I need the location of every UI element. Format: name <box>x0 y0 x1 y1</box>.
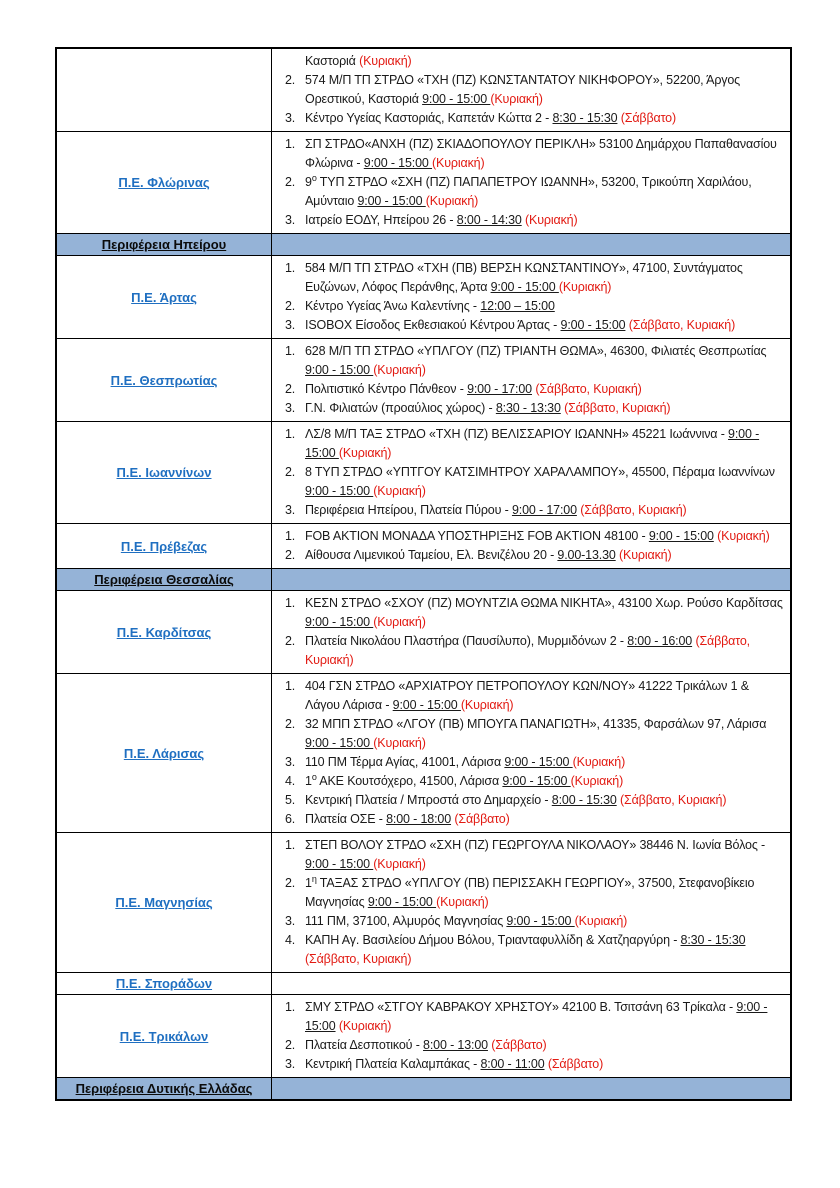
region-row <box>57 590 790 673</box>
list-item <box>272 463 785 501</box>
region-link[interactable]: Π.Ε. Άρτας <box>131 289 197 305</box>
item-number: 2. <box>285 717 296 731</box>
item-number: 1. <box>285 344 296 358</box>
region-row <box>57 255 790 338</box>
time-range: 9:00 - 17:00 <box>511 503 577 517</box>
locations-cell <box>272 422 790 523</box>
time-range: 9:00 - 15:00 <box>305 427 760 460</box>
day-label: (Σάββατο, Κυριακή) <box>628 318 736 332</box>
item-text: 574 Μ/Π ΤΠ ΣΤΡΔΟ «ΤΧΗ (ΠΖ) ΚΩΝΣΤΑΝΤΑΤΟΥ ΝΙΚΗΦΟΡΟΥ», 52200, Άργος Ορεστικού, Καστοριά <box>305 73 741 106</box>
list-item <box>272 836 785 874</box>
item-content <box>305 399 785 418</box>
list-item <box>272 772 785 791</box>
item-number: 1. <box>285 838 296 852</box>
item-text: ΛΣ/8 Μ/Π ΤΑΞ ΣΤΡΔΟ «ΤΧΗ (ΠΖ) ΒΕΛΙΣΣΑΡΙΟΥ ΙΩΑΝΝΗ» 45221 Ιωάννινα - <box>305 427 729 441</box>
region-row <box>57 49 790 131</box>
time-range: 9:00 - 15:00 <box>490 280 559 294</box>
day-label: (Κυριακή) <box>373 484 426 498</box>
section-title: Περιφέρεια Θεσσαλίας <box>94 572 234 587</box>
day-label: (Κυριακή) <box>373 363 426 377</box>
locations-cell <box>272 524 790 568</box>
item-number: 2. <box>285 634 296 648</box>
time-range: 8:30 - 13:30 <box>495 401 561 415</box>
day-label: (Κυριακή) <box>558 280 612 294</box>
time-range: 9:00 - 15:00 <box>305 484 374 498</box>
region-link[interactable]: Π.Ε. Λάρισας <box>123 745 205 761</box>
list-item <box>272 998 785 1036</box>
section-cell <box>57 1078 272 1099</box>
day-label: (Κυριακή) <box>717 529 770 543</box>
region-cell <box>57 591 272 673</box>
time-range: 8:00 - 18:00 <box>386 812 452 826</box>
item-content <box>305 109 785 128</box>
day-label: (Σάββατο, Κυριακή) <box>580 503 687 517</box>
region-row <box>57 994 790 1077</box>
time-range: 9:00 - 15:00 <box>504 755 573 769</box>
locations-cell <box>272 49 790 131</box>
item-content <box>305 632 785 670</box>
item-content <box>305 931 785 969</box>
day-label: (Κυριακή) <box>373 857 426 871</box>
list-item <box>272 380 785 399</box>
list-item <box>272 297 785 316</box>
item-number: 1. <box>285 137 296 151</box>
time-range: 8:30 - 15:30 <box>680 933 746 947</box>
region-cell <box>57 524 272 568</box>
list-item <box>272 912 785 931</box>
region-cell <box>57 422 272 523</box>
day-label: (Κυριακή) <box>432 156 485 170</box>
item-text: ΣΜΥ ΣΤΡΔΟ «ΣΤΓΟΥ ΚΑΒΡΑΚΟΥ ΧΡΗΣΤΟΥ» 42100 Β. Τσιτσάνη 63 Τρίκαλα - <box>305 1000 737 1014</box>
list-item <box>272 52 785 71</box>
item-content <box>305 211 785 230</box>
item-text: Πολιτιστικό Κέντρο Πάνθεον - <box>305 382 468 396</box>
locations-cell <box>272 833 790 972</box>
list-item <box>272 753 785 772</box>
item-content <box>305 836 785 874</box>
item-content <box>305 998 785 1036</box>
day-label: (Κυριακή) <box>436 895 489 909</box>
item-content <box>305 810 785 829</box>
locations-cell <box>272 995 790 1077</box>
item-text: Πλατεία ΟΣΕ - <box>305 812 387 826</box>
list-item <box>272 425 785 463</box>
regions-table <box>55 47 792 1101</box>
list-item <box>272 71 785 109</box>
item-number: 1. <box>285 679 296 693</box>
list-item <box>272 259 785 297</box>
item-text: ΤΥΠ ΣΤΡΔΟ «ΣΧΗ (ΠΖ) ΠΑΠΑΠΕΤΡΟΥ ΙΩΑΝΝΗ», 53200, Τρικούπη Χαριλάου, Αμύνταιο <box>305 175 752 208</box>
list-item <box>272 715 785 753</box>
section-title: Περιφέρεια Ηπείρου <box>101 237 227 252</box>
region-row <box>57 673 790 832</box>
day-label: (Σάββατο, Κυριακή) <box>535 382 642 396</box>
item-text: Περιφέρεια Ηπείρου, Πλατεία Πύρου - <box>305 503 512 517</box>
list-item <box>272 109 785 128</box>
day-label: (Σάββατο, Κυριακή) <box>305 952 412 966</box>
item-content <box>305 52 785 71</box>
item-content <box>305 772 785 791</box>
day-label: (Σάββατο, Κυριακή) <box>620 793 727 807</box>
list-item <box>272 874 785 912</box>
day-label: (Κυριακή) <box>619 548 672 562</box>
item-number: 2. <box>285 548 296 562</box>
region-cell <box>57 339 272 421</box>
list-item <box>272 546 785 565</box>
item-text: ΚΕΣΝ ΣΤΡΔΟ «ΣΧΟΥ (ΠΖ) ΜΟΥΝΤΖΙΑ ΘΩΜΑ ΝΙΚΗΤΑ», 43100 Χωρ. Ρούσο Καρδίτσας <box>305 596 783 610</box>
item-number: 3. <box>285 213 296 227</box>
locations-cell <box>272 339 790 421</box>
item-content <box>305 912 785 931</box>
time-range: 9:00 - 15:00 <box>305 857 374 871</box>
time-range: 9:00 - 15:00 <box>305 736 374 750</box>
item-number: 1. <box>285 1000 296 1014</box>
region-link[interactable]: Π.Ε. Μαγνησίας <box>115 895 213 910</box>
item-text: Κεντρική Πλατεία / Μπροστά στο Δημαρχείο - <box>305 793 552 807</box>
item-number: 2. <box>285 876 296 890</box>
item-content <box>305 594 785 632</box>
list-item <box>272 791 785 810</box>
time-range: 8:00 - 15:30 <box>551 793 617 807</box>
locations-cell <box>272 256 790 338</box>
item-number: 2. <box>285 73 296 87</box>
item-content <box>305 501 785 520</box>
item-text: 628 Μ/Π ΤΠ ΣΤΡΔΟ «ΥΠΛΓΟΥ (ΠΖ) ΤΡΙΑΝΤΗ ΘΩΜΑ», 46300, Φιλιατές Θεσπρωτίας <box>305 344 767 358</box>
item-text: 1 <box>305 774 312 788</box>
region-link[interactable]: Π.Ε. Φλώρινας <box>118 175 210 190</box>
day-label: (Κυριακή) <box>373 736 426 750</box>
region-link[interactable]: Π.Ε. Τρικάλων <box>119 1028 209 1044</box>
item-text: FOB AKTION ΜΟΝΑΔΑ ΥΠΟΣΤΗΡΙΞΗΣ FOB AKTION 48100 - <box>305 529 649 543</box>
list-item <box>272 632 785 670</box>
item-content <box>305 316 785 335</box>
list-item <box>272 931 785 969</box>
item-text: 404 ΓΣΝ ΣΤΡΔΟ «ΑΡΧΙΑΤΡΟΥ ΠΕΤΡΟΠΟΥΛΟΥ ΚΩΝ/ΝΟΥ» 41222 Τρικάλων 1 & Λάγου Λάρισα - <box>305 679 749 712</box>
list-item <box>272 173 785 211</box>
time-range: 9:00 - 15:00 <box>506 914 575 928</box>
item-number: 2. <box>285 1038 296 1052</box>
time-range: 8:00 - 14:30 <box>456 213 522 227</box>
list-item <box>272 501 785 520</box>
region-row <box>57 523 790 568</box>
item-content <box>305 342 785 380</box>
item-number: 2. <box>285 299 296 313</box>
superscript: ο <box>311 172 317 183</box>
day-label: (Σάββατο, Κυριακή) <box>564 401 671 415</box>
item-content <box>305 874 785 912</box>
day-label: (Κυριακή) <box>570 774 624 788</box>
item-number: 2. <box>285 382 296 396</box>
item-number: 3. <box>285 914 296 928</box>
item-text: 110 ΠΜ Τέρμα Αγίας, 41001, Λάρισα <box>305 755 505 769</box>
item-text: ΤΑΞΑΣ ΣΤΡΔΟ «ΥΠΛΓΟΥ (ΠΒ) ΠΕΡΙΣΣΑΚΗ ΓΕΩΡΓΙΟΥ», 37500, Στεφανοβίκειο Μαγνησίας <box>305 876 755 909</box>
item-number: 1. <box>285 261 296 275</box>
item-number: 2. <box>285 465 296 479</box>
day-label: (Σάββατο) <box>547 1057 604 1071</box>
time-range: 9.00-13.30 <box>557 548 616 562</box>
list-item <box>272 211 785 230</box>
item-content <box>305 715 785 753</box>
list-item <box>272 527 785 546</box>
time-range: 9:00 - 15:00 <box>648 529 714 543</box>
item-number: 3. <box>285 318 296 332</box>
list-item <box>272 135 785 173</box>
day-label: (Σάββατο) <box>491 1038 547 1052</box>
section-row <box>57 568 790 590</box>
item-text: ISOBOX Είσοδος Εκθεσιακού Κέντρου Άρτας - <box>305 318 561 332</box>
item-content <box>305 527 785 546</box>
list-item <box>272 399 785 418</box>
day-label: (Σάββατο) <box>454 812 510 826</box>
item-number: 1. <box>285 427 296 441</box>
item-text: Πλατεία Νικολάου Πλαστήρα (Παυσίλυπο), Μυρμιδόνων 2 - <box>305 634 628 648</box>
item-number: 3. <box>285 503 296 517</box>
item-number: 3. <box>285 401 296 415</box>
locations-cell <box>272 234 790 255</box>
item-content <box>305 71 785 109</box>
item-text: Κέντρο Υγείας Καστοριάς, Καπετάν Κώττα 2 - <box>305 111 553 125</box>
time-range: 9:00 - 15:00 <box>363 156 433 170</box>
item-content <box>305 297 785 316</box>
day-label: (Κυριακή) <box>425 194 479 208</box>
item-content <box>305 135 785 173</box>
item-number: 1. <box>285 596 296 610</box>
time-range: 8:00 - 13:00 <box>423 1038 488 1052</box>
section-row <box>57 1077 790 1099</box>
list-item <box>272 342 785 380</box>
item-content <box>305 173 785 211</box>
time-range: 9:00 - 17:00 <box>467 382 532 396</box>
region-link[interactable]: Π.Ε. Πρέβεζας <box>120 538 208 554</box>
item-number: 6. <box>285 812 296 826</box>
item-text: Καστοριά <box>305 54 360 68</box>
item-text: 9 <box>305 175 312 189</box>
day-label: (Κυριακή) <box>525 213 578 227</box>
region-cell <box>57 674 272 832</box>
item-number: 4. <box>285 774 296 788</box>
list-item <box>272 1036 785 1055</box>
region-link[interactable]: Π.Ε. Θεσπρωτίας <box>110 372 218 388</box>
item-content <box>305 1036 785 1055</box>
day-label: (Κυριακή) <box>338 1019 392 1033</box>
region-cell <box>57 256 272 338</box>
time-range: 9:00 - 15:00 <box>392 698 461 712</box>
time-range: 9:00 - 15:00 <box>305 363 374 377</box>
region-row <box>57 131 790 233</box>
item-text: Αίθουσα Λιμενικού Ταμείου, Ελ. Βενιζέλου 20 - <box>305 548 558 562</box>
list-item <box>272 677 785 715</box>
day-label: (Κυριακή) <box>460 698 514 712</box>
list-item <box>272 316 785 335</box>
item-content <box>305 753 785 772</box>
time-range: 8:00 - 16:00 <box>627 634 693 648</box>
day-label: (Κυριακή) <box>359 54 412 68</box>
time-range: 9:00 - 15:00 <box>422 92 491 106</box>
item-text: 1 <box>305 876 312 890</box>
item-text: 111 ΠΜ, 37100, Αλμυρός Μαγνησίας <box>305 914 507 928</box>
region-cell <box>57 995 272 1077</box>
day-label: (Κυριακή) <box>574 914 628 928</box>
item-text: Πλατεία Δεσποτικού - <box>305 1038 424 1052</box>
item-text: ΣΤΕΠ ΒΟΛΟΥ ΣΤΡΔΟ «ΣΧΗ (ΠΖ) ΓΕΩΡΓΟΥΛΑ ΝΙΚΟΛΑΟΥ» 38446 Ν. Ιωνία Βόλος - <box>305 838 766 852</box>
item-number <box>285 52 305 71</box>
superscript: η <box>311 873 317 884</box>
item-text: 32 ΜΠΠ ΣΤΡΔΟ «ΛΓΟΥ (ΠΒ) ΜΠΟΥΓΑ ΠΑΝΑΓΙΩΤΗ», 41335, Φαρσάλων 97, Λάρισα <box>305 717 767 731</box>
region-cell <box>57 833 272 972</box>
item-text: Ιατρείο ΕΟΔΥ, Ηπείρου 26 - <box>305 213 457 227</box>
time-range: 8:30 - 15:30 <box>552 111 618 125</box>
item-number: 3. <box>285 1057 296 1071</box>
time-range: 9:00 - 15:00 <box>305 1000 768 1033</box>
locations-cell <box>272 591 790 673</box>
item-number: 3. <box>285 755 296 769</box>
day-label: (Κυριακή) <box>490 92 543 106</box>
item-content <box>305 259 785 297</box>
section-cell <box>57 234 272 255</box>
day-label: (Κυριακή) <box>572 755 626 769</box>
time-range: 8:00 - 11:00 <box>480 1057 545 1071</box>
time-range: 12:00 – 15:00 <box>480 299 555 313</box>
region-row <box>57 972 790 994</box>
region-cell <box>57 49 272 131</box>
section-row <box>57 233 790 255</box>
region-link[interactable]: Π.Ε. Σποράδων <box>115 976 213 991</box>
item-text: 8 ΤΥΠ ΣΤΡΔΟ «ΥΠΤΓΟΥ ΚΑΤΣΙΜΗΤΡΟΥ ΧΑΡΑΛΑΜΠΟΥ», 45500, Πέραμα Ιωαννίνων <box>305 465 775 479</box>
item-content <box>305 546 785 565</box>
item-content <box>305 1055 785 1074</box>
item-text: ΚΑΠΗ Αγ. Βασιλείου Δήμου Βόλου, Τριανταφυλλίδη & Χατζηαργύρη - <box>305 933 681 947</box>
item-content <box>305 463 785 501</box>
item-text: Κέντρο Υγείας Άνω Καλεντίνης - <box>305 299 481 313</box>
time-range: 9:00 - 15:00 <box>502 774 571 788</box>
item-number: 3. <box>285 111 296 125</box>
region-link[interactable]: Π.Ε. Ιωαννίνων <box>116 465 212 480</box>
superscript: ο <box>311 771 317 782</box>
time-range: 9:00 - 15:00 <box>367 895 437 909</box>
list-item <box>272 810 785 829</box>
day-label: (Σάββατο) <box>620 111 676 125</box>
time-range: 9:00 - 15:00 <box>357 194 426 208</box>
item-number: 1. <box>285 529 296 543</box>
region-link[interactable]: Π.Ε. Καρδίτσας <box>116 624 212 640</box>
item-text: 584 Μ/Π ΤΠ ΣΤΡΔΟ «ΤΧΗ (ΠΒ) ΒΕΡΣΗ ΚΩΝΣΤΑΝΤΙΝΟΥ», 47100, Συντάγματος Ευζώνων, Λόφος Περάνθης, Άρτα <box>305 261 743 294</box>
locations-cell <box>272 674 790 832</box>
region-row <box>57 832 790 972</box>
list-item <box>272 594 785 632</box>
day-label: (Κυριακή) <box>338 446 392 460</box>
item-text: ΑΚΕ Κουτσόχερο, 41500, Λάρισα <box>316 774 503 788</box>
locations-cell <box>272 1078 790 1099</box>
item-number: 2. <box>285 175 296 189</box>
region-row <box>57 421 790 523</box>
item-content <box>305 677 785 715</box>
section-cell <box>57 569 272 590</box>
item-content <box>305 791 785 810</box>
region-cell <box>57 132 272 233</box>
item-number: 5. <box>285 793 296 807</box>
item-text: Κεντρική Πλατεία Καλαμπάκας - <box>305 1057 481 1071</box>
list-item <box>272 1055 785 1074</box>
day-label: (Κυριακή) <box>373 615 426 629</box>
item-text: Γ.Ν. Φιλιατών (προαύλιος χώρος) - <box>305 401 496 415</box>
region-row <box>57 338 790 421</box>
day-label: (Σάββατο, Κυριακή) <box>305 634 750 667</box>
time-range: 9:00 - 15:00 <box>305 615 374 629</box>
item-text: ΣΠ ΣΤΡΔΟ«ΑΝΧΗ (ΠΖ) ΣΚΙΑΔΟΠΟΥΛΟΥ ΠΕΡΙΚΛΗ» 53100 Δημάρχου Παπαθανασίου Φλώρινα - <box>305 137 777 170</box>
locations-cell <box>272 973 790 994</box>
section-title: Περιφέρεια Δυτικής Ελλάδας <box>75 1081 253 1096</box>
item-content <box>305 380 785 399</box>
region-cell <box>57 973 272 994</box>
locations-cell <box>272 132 790 233</box>
time-range: 9:00 - 15:00 <box>560 318 626 332</box>
item-number: 4. <box>285 933 296 947</box>
item-content <box>305 425 785 463</box>
locations-cell <box>272 569 790 590</box>
